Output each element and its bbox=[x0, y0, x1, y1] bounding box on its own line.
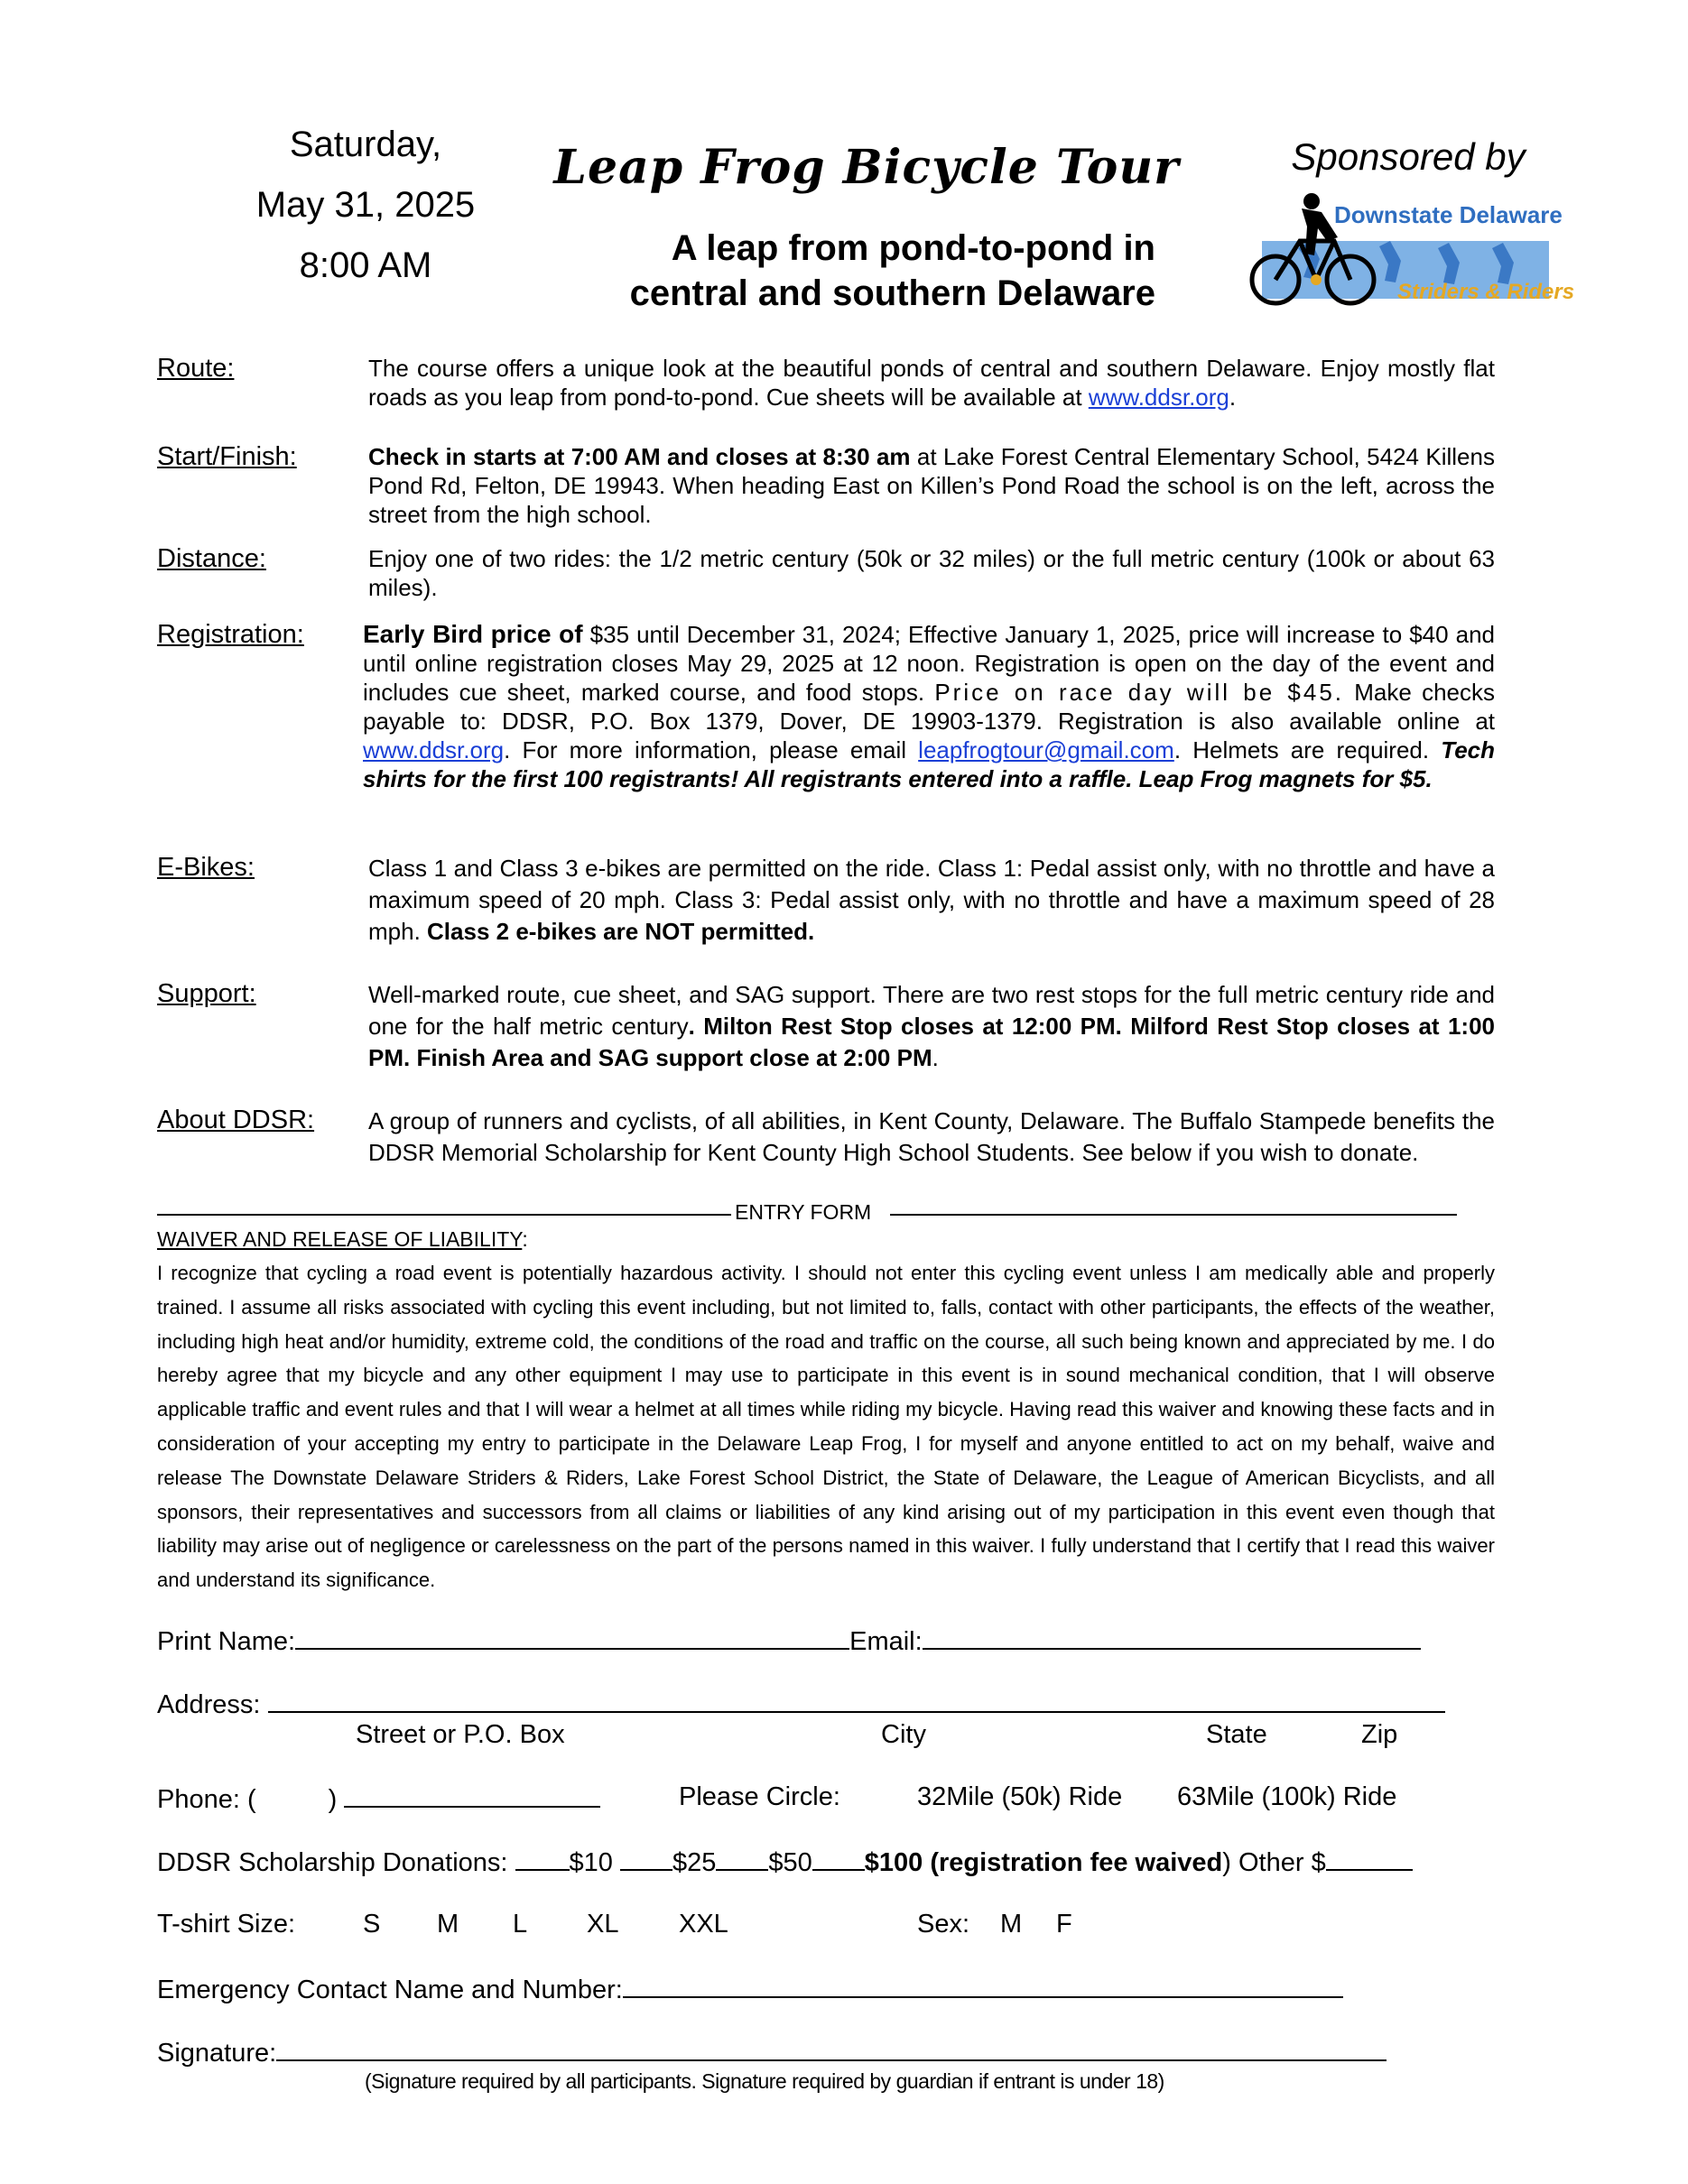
zip-caption: Zip bbox=[1361, 1720, 1398, 1749]
sex-f[interactable]: F bbox=[1056, 1910, 1072, 1939]
divider-right bbox=[890, 1214, 1457, 1216]
please-circle-label: Please Circle: bbox=[679, 1782, 840, 1811]
city-caption: City bbox=[881, 1720, 926, 1749]
start-finish-text: Check in starts at 7:00 AM and closes at 8:30 am at Lake Forest Central Elementary School, 5424 Killens Pond Rd, Felton, DE 19943. When heading East on Killen’s Pond Road the school is on the left, across the street from the high school. bbox=[368, 443, 1495, 528]
subtitle-line-1: A leap from pond-to-pond in bbox=[671, 228, 1155, 268]
name-email-row bbox=[157, 1624, 1421, 1657]
registration-label: Registration: bbox=[157, 620, 304, 649]
entry-form-label: ENTRY FORM bbox=[735, 1200, 872, 1224]
size-s[interactable]: S bbox=[363, 1910, 381, 1939]
donation-100-paren: ) bbox=[1222, 1848, 1231, 1877]
donation-50-blank[interactable] bbox=[716, 1846, 768, 1871]
waiver-text: I recognize that cycling a road event is potentially hazardous activity. I should not enter this cycling event unless I am medically able and properly trained. I assume all risks associated with cycling this event including, but not limited to, falls, contact with other participants, the effects of the weather, including high heat and/or humidity, extreme cold, the conditions of the road and traffic on the course, all such being known and appreciated by me. I do hereby agree that my bicycle and any other equipment I may use to participate in this event is in sound mechanical condition, that I will observe applicable traffic and event rules and that I will wear a helmet at all times while riding my bicycle. Having read this waiver and knowing these facts and in consideration of your accepting my entry to participate in the Delaware Leap Frog, I for myself and anyone entitled to act on my behalf, waive and release The Downstate Delaware Striders & Riders, Lake Forest School District, the State of Delaware, the League of American Bicyclists, and all sponsors, their representatives and successors from all claims or liabilities of any kind arising out of my participation in this event even though that liability may arise out of negligence or carelessness on the part of the persons named in this waiver. I fully understand that I certify that I read this waiver and understand its significance. bbox=[157, 1262, 1495, 1592]
size-m[interactable]: M bbox=[437, 1910, 459, 1939]
support-text: Well-marked route, cue sheet, and SAG support. There are two rest stops for the full metric century ride and one for the half metric century. Milton Rest Stop closes at 12:00 PM. Milford Rest Stop closes at 1:00 PM. Finish Area and SAG support close at 2:00 PM. bbox=[368, 981, 1495, 1071]
address-label: Address: bbox=[157, 1690, 261, 1719]
donation-10-option: $10 bbox=[569, 1848, 613, 1877]
address-row bbox=[157, 1688, 1445, 1720]
emergency-row bbox=[157, 1973, 1343, 2005]
phone-row bbox=[157, 1782, 600, 1815]
about-label: About DDSR: bbox=[157, 1106, 315, 1134]
ride-63-option[interactable]: 63Mile (100k) Ride bbox=[1177, 1782, 1397, 1811]
about-text: A group of runners and cyclists, of all abilities, in Kent County, Delaware. The Buffalo Stampede benefits the DDSR Memorial Scholarship for Kent County High School Students. See below if you wish to donate. bbox=[368, 1107, 1495, 1166]
donation-50-option: $50 bbox=[768, 1848, 812, 1877]
ebikes-label: E-Bikes: bbox=[157, 853, 255, 882]
event-date: May 31, 2025 bbox=[255, 185, 476, 225]
distance-label: Distance: bbox=[157, 544, 266, 573]
page-title: Leap Frog Bicycle Tour bbox=[553, 140, 1180, 195]
distance-text: Enjoy one of two rides: the 1/2 metric century (50k or 32 miles) or the full metric century (100k or about 63 miles). bbox=[368, 545, 1495, 601]
waiver-title: WAIVER AND RELEASE OF LIABILITY: bbox=[157, 1227, 528, 1251]
donation-25-blank[interactable] bbox=[620, 1846, 672, 1871]
ebikes-text: Class 1 and Class 3 e-bikes are permitted on the ride. Class 1: Pedal assist only, with no throttle and have a maximum speed of 20 mph. Class 3: Pedal assist only, with no throttle and have a maximum speed of 28 mph. Class 2 e-bikes are NOT permitted. bbox=[368, 855, 1495, 945]
route-label: Route: bbox=[157, 354, 235, 383]
street-caption: Street or P.O. Box bbox=[356, 1720, 565, 1749]
ride-32-option[interactable]: 32Mile (50k) Ride bbox=[917, 1782, 1123, 1811]
signature-note: (Signature required by all participants. Signature required by guardian if entrant is under 18) bbox=[365, 2069, 1164, 2093]
donations-label: DDSR Scholarship Donations: bbox=[157, 1848, 508, 1877]
divider-left bbox=[157, 1214, 731, 1216]
sponsored-by: Sponsored by bbox=[1291, 135, 1526, 178]
address-field[interactable] bbox=[268, 1688, 1445, 1713]
sex-label: Sex: bbox=[917, 1910, 970, 1939]
event-time: 8:00 AM bbox=[299, 245, 432, 285]
emergency-label: Emergency Contact Name and Number: bbox=[157, 1976, 623, 2004]
donation-other-field[interactable] bbox=[1326, 1846, 1413, 1871]
svg-text:Downstate Delaware: Downstate Delaware bbox=[1334, 201, 1563, 228]
donation-10-blank[interactable] bbox=[515, 1846, 570, 1871]
email-label: Email: bbox=[849, 1627, 923, 1656]
phone-field[interactable] bbox=[344, 1782, 600, 1808]
print-name-label: Print Name: bbox=[157, 1627, 296, 1656]
print-name-field[interactable] bbox=[295, 1624, 849, 1650]
svg-text:Striders & Riders: Striders & Riders bbox=[1397, 280, 1575, 304]
emergency-field[interactable] bbox=[623, 1973, 1343, 1998]
start-finish-label: Start/Finish: bbox=[157, 442, 297, 471]
size-l[interactable]: L bbox=[513, 1910, 528, 1939]
route-text: The course offers a unique look at the beautiful ponds of central and southern Delaware. Enjoy mostly flat roads as you leap from pond-to-pond. Cue sheets will be available at www.ddsr.org. bbox=[368, 355, 1495, 411]
signature-field[interactable] bbox=[276, 2036, 1387, 2061]
ddsr-link-2[interactable]: www.ddsr.org bbox=[363, 736, 505, 763]
ddsr-link[interactable]: www.ddsr.org bbox=[1088, 384, 1229, 411]
event-day: Saturday, bbox=[289, 125, 442, 164]
ddsr-logo bbox=[1244, 194, 1575, 311]
signature-row bbox=[157, 2036, 1387, 2068]
phone-label: Phone: ( bbox=[157, 1785, 256, 1814]
sex-m[interactable]: M bbox=[1000, 1910, 1023, 1939]
registration-text: Early Bird price of $35 until December 31, 2024; Effective January 1, 2025, price will increase to $40 and until online registration closes May 29, 2025 at 12 noon. Registration is open on the day of the event and includes cue sheet, marked course, and food stops. Price on race day will be $45. Make checks payable to: DDSR, P.O. Box 1379, Dover, DE 19903-1379. Registration is also available online at www.ddsr.org. For more information, please email leapfrogtour@gmail.com. Helmets are required. Tech shirts for the first 100 registrants! All registrants entered into a raffle. Leap Frog magnets for $5. bbox=[363, 620, 1496, 792]
phone-paren: ) bbox=[328, 1785, 338, 1814]
donation-100-blank[interactable] bbox=[812, 1846, 865, 1871]
tshirt-label: T-shirt Size: bbox=[157, 1910, 296, 1939]
donation-100-option: $100 (registration fee waived bbox=[864, 1848, 1223, 1877]
email-link[interactable]: leapfrogtour@gmail.com bbox=[918, 736, 1174, 763]
donation-25-option: $25 bbox=[672, 1848, 717, 1877]
signature-label: Signature: bbox=[157, 2039, 277, 2068]
state-caption: State bbox=[1206, 1720, 1267, 1749]
support-label: Support: bbox=[157, 979, 256, 1008]
email-field[interactable] bbox=[923, 1624, 1421, 1650]
donations-row bbox=[157, 1846, 1413, 1878]
size-xxl[interactable]: XXL bbox=[679, 1910, 728, 1939]
size-xl[interactable]: XL bbox=[587, 1910, 619, 1939]
donation-other-label: Other $ bbox=[1230, 1848, 1326, 1877]
subtitle-line-2: central and southern Delaware bbox=[629, 273, 1155, 313]
